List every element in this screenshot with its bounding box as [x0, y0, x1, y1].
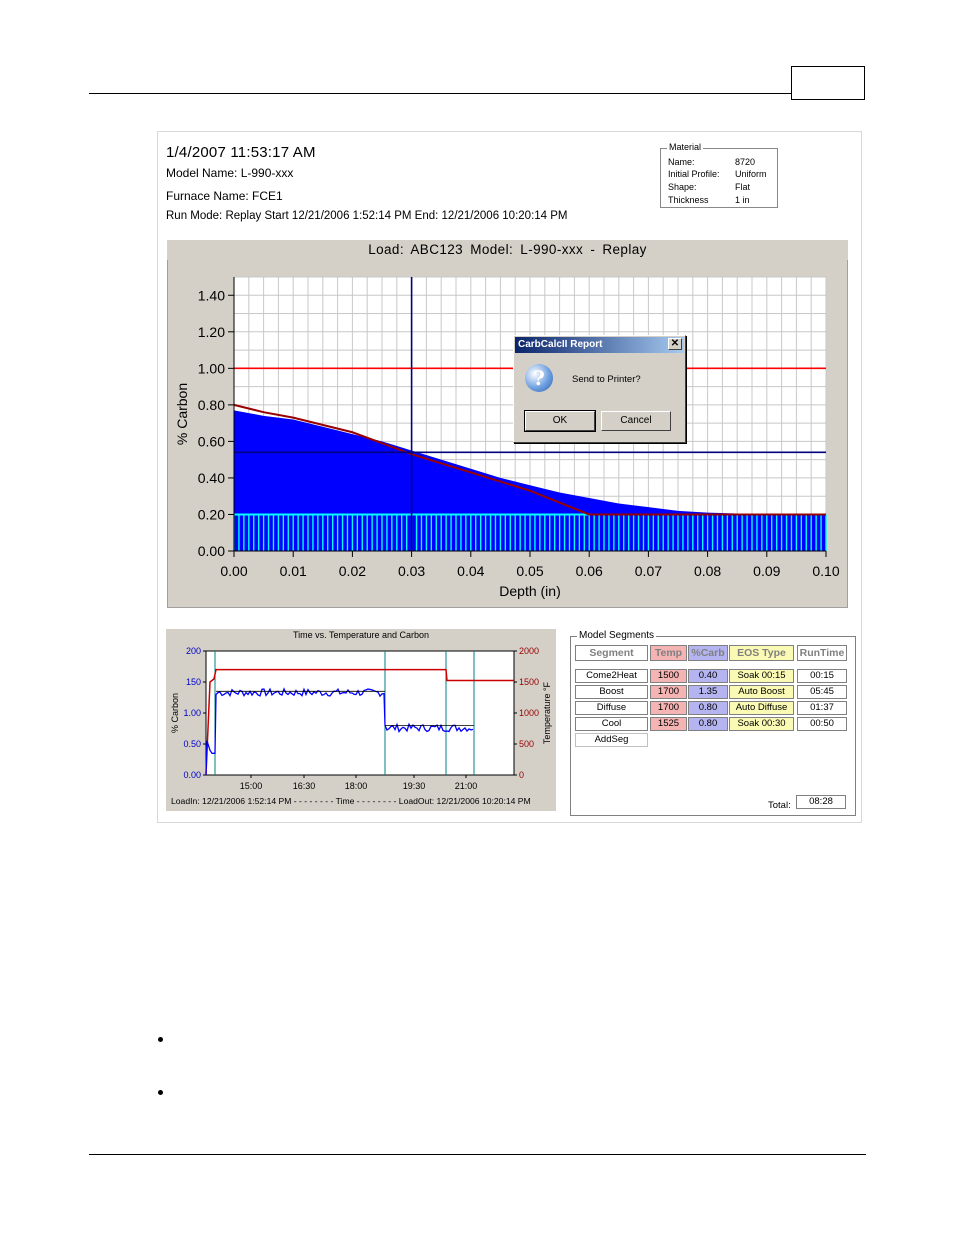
segments-header-4[interactable]: RunTime: [797, 645, 847, 661]
y-tick-label: 0.00: [197, 543, 225, 559]
cancel-button[interactable]: Cancel: [601, 411, 671, 431]
sub-x-tick-label: 19:30: [402, 781, 426, 791]
segments-header-3[interactable]: EOS Type: [729, 645, 794, 661]
report-timestamp: 1/4/2007 11:53:17 AM: [166, 144, 316, 161]
page-number-box: [791, 66, 865, 100]
ok-button[interactable]: OK: [525, 411, 595, 431]
bullet-1: [158, 1037, 163, 1042]
material-label-profile: Initial Profile:: [668, 169, 720, 179]
segment-cell[interactable]: 05:45: [797, 685, 847, 699]
add-segment-button[interactable]: AddSeg: [575, 733, 648, 747]
segments-header-1[interactable]: Temp: [650, 645, 687, 661]
sub-y-right-tick-label: 1000: [519, 708, 540, 718]
segment-cell[interactable]: 1500: [650, 669, 687, 683]
segment-cell[interactable]: Soak 00:15: [729, 669, 794, 683]
y-tick-label: 0.60: [197, 433, 225, 450]
segment-cell[interactable]: 00:15: [797, 669, 847, 683]
segment-cell[interactable]: Come2Heat: [575, 669, 648, 683]
material-value-shape: Flat: [735, 182, 751, 192]
x-tick-label: 0.04: [457, 563, 485, 579]
segments-header-0[interactable]: Segment: [575, 645, 648, 661]
model-segments-box: [570, 630, 856, 816]
dialog-message: Send to Printer?: [572, 374, 641, 385]
sub-x-tick-label: 21:00: [454, 781, 478, 791]
bullet-2: [158, 1090, 163, 1095]
sub-y-right-tick-label: 0: [519, 770, 525, 780]
x-tick-label: 0.05: [516, 563, 544, 579]
segment-cell[interactable]: Boost: [575, 685, 648, 699]
close-icon[interactable]: ✕: [668, 338, 682, 350]
sub-y-left-tick-label: 0.00: [183, 770, 201, 780]
material-legend: Material: [669, 142, 702, 152]
material-value-thickness: 1 in: [735, 195, 750, 205]
y-tick-label: 1.00: [197, 360, 225, 377]
material-label-shape: Shape:: [668, 182, 697, 192]
segment-cell[interactable]: 01:37: [797, 701, 847, 715]
x-tick-label: 0.00: [220, 563, 248, 579]
sub-y-left-tick-label: 1.00: [183, 708, 201, 718]
x-tick-label: 0.10: [812, 563, 840, 579]
y-tick-label: 1.40: [197, 287, 225, 304]
sub-y-right-label: Temperature °F: [542, 681, 552, 745]
x-tick-label: 0.02: [338, 563, 367, 579]
segment-cell[interactable]: 0.80: [688, 717, 728, 731]
segment-cell[interactable]: Diffuse: [575, 701, 648, 715]
question-icon: ?: [525, 364, 553, 392]
sub-y-right-tick-label: 2000: [519, 646, 540, 656]
x-tick-label: 0.03: [397, 563, 426, 579]
sub-y-right-tick-label: 1500: [519, 677, 540, 687]
segment-cell[interactable]: 1.35: [688, 685, 728, 699]
sub-y-left-tick-label: 0.50: [183, 739, 201, 749]
time-temp-panel: [166, 629, 556, 811]
x-tick-label: 0.08: [693, 563, 722, 579]
sub-chart-title: Time vs. Temperature and Carbon: [292, 630, 430, 640]
material-label-thickness: Thickness: [668, 195, 709, 205]
segments-legend: Model Segments: [579, 630, 655, 641]
carbon-chart-title: Load: ABC123 Model: L-990-xxx - Replay: [167, 240, 848, 260]
sub-x-tick-label: 15:00: [239, 781, 263, 791]
y-tick-label: 0.20: [197, 506, 225, 523]
material-box: [660, 142, 778, 208]
report-screenshot: [157, 131, 862, 823]
material-label-name: Name:: [668, 157, 695, 167]
y-tick-label: 0.40: [197, 469, 225, 486]
print-dialog: [513, 335, 686, 443]
segment-cell[interactable]: 1700: [650, 685, 687, 699]
total-label: Total:: [768, 800, 791, 811]
sub-x-tick-label: 16:30: [292, 781, 316, 791]
footer-rule: [89, 1154, 866, 1155]
segment-cell[interactable]: 1700: [650, 701, 687, 715]
y-tick-label: 1.20: [197, 323, 225, 340]
sub-chart-footer: LoadIn: 12/21/2006 1:52:14 PM - - - - - - - - Time - - - - - - - - LoadOut: 12/21/2006 10:20:14 PM: [171, 796, 531, 806]
segment-cell[interactable]: Auto Boost: [729, 685, 794, 699]
segment-cell[interactable]: Soak 00:30: [729, 717, 794, 731]
total-value: 08:28: [796, 795, 846, 809]
carbon-profile-chart: [167, 260, 848, 608]
x-tick-label: 0.01: [279, 563, 307, 579]
sub-y-right-tick-label: 500: [519, 739, 535, 749]
sub-y-left-tick-label: 200: [185, 646, 201, 656]
time-temp-chart: [166, 641, 556, 811]
segment-cell[interactable]: 00:50: [797, 717, 847, 731]
sub-y-left-tick-label: 150: [185, 677, 201, 687]
x-axis-label: Depth (in): [499, 583, 561, 599]
segment-cell[interactable]: Cool: [575, 717, 648, 731]
dialog-title: CarbCalcII Report: [515, 337, 684, 353]
x-tick-label: 0.06: [575, 563, 603, 579]
run-mode: Run Mode: Replay Start 12/21/2006 1:52:14 PM End: 12/21/2006 10:20:14 PM: [166, 210, 568, 222]
segment-cell[interactable]: Auto Diffuse: [729, 701, 794, 715]
segments-header-2[interactable]: %Carb: [688, 645, 728, 661]
header-rule: [89, 93, 791, 94]
furnace-name: Furnace Name: FCE1: [166, 189, 283, 203]
segment-cell[interactable]: 0.40: [688, 669, 728, 683]
y-tick-label: 0.80: [197, 396, 225, 413]
y-axis-label: % Carbon: [174, 382, 190, 446]
segment-cell[interactable]: 0.80: [688, 701, 728, 715]
model-name: Model Name: L-990-xxx: [166, 166, 294, 180]
material-value-profile: Uniform: [735, 169, 767, 179]
x-tick-label: 0.09: [753, 563, 781, 579]
x-tick-label: 0.07: [634, 563, 663, 579]
sub-x-tick-label: 18:00: [344, 781, 368, 791]
sub-y-left-label: % Carbon: [170, 692, 180, 734]
segment-cell[interactable]: 1525: [650, 717, 687, 731]
material-value-name: 8720: [735, 157, 756, 167]
